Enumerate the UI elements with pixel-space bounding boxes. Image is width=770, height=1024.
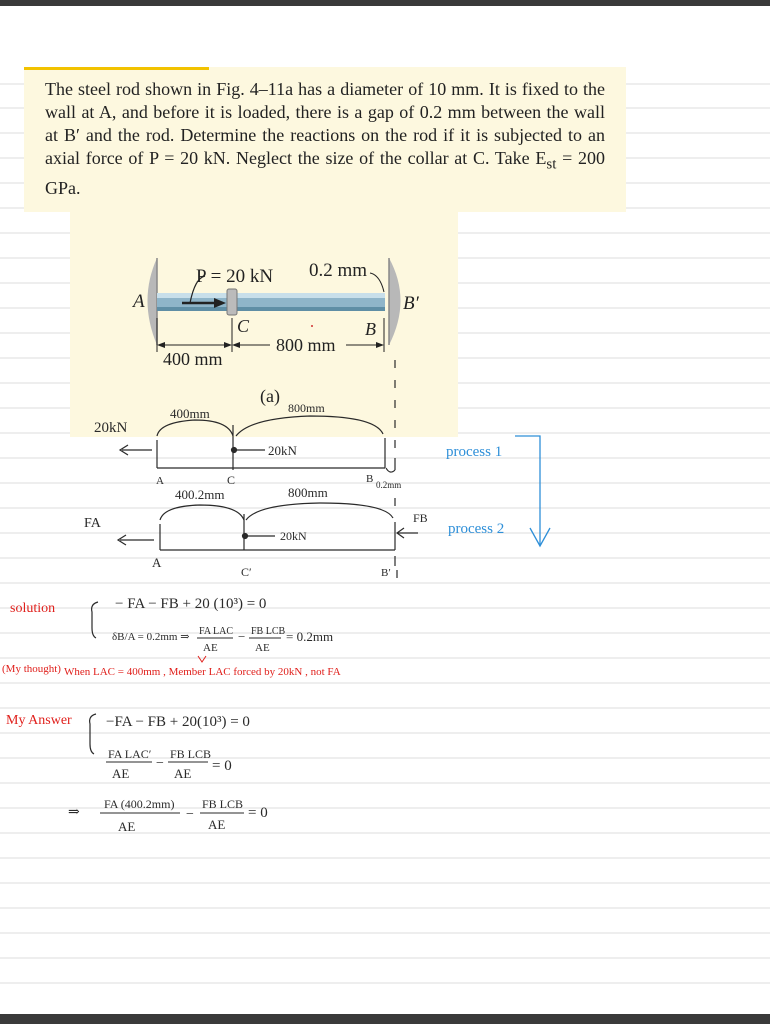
svg-text:−: − xyxy=(186,807,194,822)
collar-c xyxy=(227,289,237,315)
solution-eq2-lhs: δB/A = 0.2mm ⇒ xyxy=(112,631,190,643)
answer-den-4: AE xyxy=(208,817,226,832)
d1-label-b: B xyxy=(366,473,374,485)
svg-text:−: − xyxy=(156,756,164,771)
fig-point-b-prime: B′ xyxy=(403,293,419,314)
thought-label: (My thought) xyxy=(2,663,61,675)
fig-gap-label: 0.2 mm xyxy=(309,260,368,281)
fig-dim-left: 400 mm xyxy=(163,349,223,369)
d1-label-c: C xyxy=(227,473,236,487)
process-annotations xyxy=(446,436,550,546)
fig-caption: (a) xyxy=(260,386,280,406)
e-subscript: st xyxy=(546,156,557,173)
problem-text: The steel rod shown in Fig. 4–11a has a diameter of 10 mm. It is fixed to the wall at A, and before it is loaded, there is a gap of 0.2 mm between the wall at B′ and the rod. Determine the reactions on the rod if it is subjected to an axial force of P = 20 kN. Neglect the size of the collar at C. Take E xyxy=(45,79,605,168)
answer-eq3-rhs: = 0 xyxy=(248,805,268,821)
d1-load: 20kN xyxy=(268,443,297,458)
solution-frac-den-2: AE xyxy=(255,642,270,654)
process-1-label: process 1 xyxy=(446,444,503,460)
wall-a xyxy=(148,258,158,345)
d1-span-left: 400mm xyxy=(170,406,210,421)
thought-text: When LAC = 400mm , Member LAC forced by 20kN , not FA xyxy=(64,666,341,678)
d1-span-right: 800mm xyxy=(288,401,325,415)
fig-load-label: P = 20 kN xyxy=(196,266,274,287)
solution-eq2-rhs: = 0.2mm xyxy=(286,629,334,644)
solution-block xyxy=(10,596,333,662)
d2-force-left: FA xyxy=(84,516,101,531)
process-2-label: process 2 xyxy=(448,521,505,537)
answer-eq1: −FA − FB + 20(10³) = 0 xyxy=(106,714,250,730)
fig-point-c: C xyxy=(237,316,250,336)
answer-den-2: AE xyxy=(174,766,192,781)
answer-eq2-rhs: = 0 xyxy=(212,758,232,774)
hand-diagram-1 xyxy=(120,360,395,472)
fig-point-a: A xyxy=(133,291,145,312)
solution-eq1: − FA − FB + 20 (10³) = 0 xyxy=(115,596,267,612)
d2-force-right: FB xyxy=(413,511,428,525)
d2-load: 20kN xyxy=(280,529,307,543)
solution-label: solution xyxy=(10,601,56,616)
bottom-bar xyxy=(0,1014,770,1024)
wall-b-prime xyxy=(389,258,401,345)
answer-num-3: FA (400.2mm) xyxy=(104,797,175,811)
solution-frac-num-1: FA LAC xyxy=(199,626,233,637)
answer-num-4: FB LCB xyxy=(202,797,244,811)
solution-frac-num-2: FB LCB xyxy=(251,626,286,637)
hand-diagram-1-labels xyxy=(94,401,401,490)
answer-label: My Answer xyxy=(6,713,72,728)
answer-eq3-arrow: ⇒ xyxy=(68,805,80,820)
e-value: = 200 GPa. xyxy=(45,148,605,198)
d1-gap: 0.2mm xyxy=(376,480,402,490)
svg-text:−: − xyxy=(238,629,246,644)
hand-diagram-2 xyxy=(118,498,418,578)
answer-num-2: FB LCB xyxy=(170,747,212,761)
fig-dim-right: 800 mm xyxy=(276,335,336,355)
d1-force-left: 20kN xyxy=(94,420,128,436)
d2-span-right: 800mm xyxy=(288,485,328,500)
solution-frac-den-1: AE xyxy=(203,642,218,654)
answer-num-1: FA LAC′ xyxy=(108,747,152,761)
textbook-figure xyxy=(131,258,420,407)
answer-den-1: AE xyxy=(112,766,130,781)
answer-den-3: AE xyxy=(118,819,136,834)
hand-diagram-2-labels xyxy=(84,485,428,579)
d2-label-a: A xyxy=(152,555,162,570)
fig-point-b: B xyxy=(365,319,376,339)
my-answer-block xyxy=(6,713,268,834)
d2-label-c: C′ xyxy=(241,565,252,579)
process-arrow xyxy=(515,436,540,545)
d1-label-a: A xyxy=(156,475,164,487)
d2-label-b: B′ xyxy=(381,567,391,579)
my-thought xyxy=(2,663,341,678)
d2-span-left: 400.2mm xyxy=(175,487,225,502)
